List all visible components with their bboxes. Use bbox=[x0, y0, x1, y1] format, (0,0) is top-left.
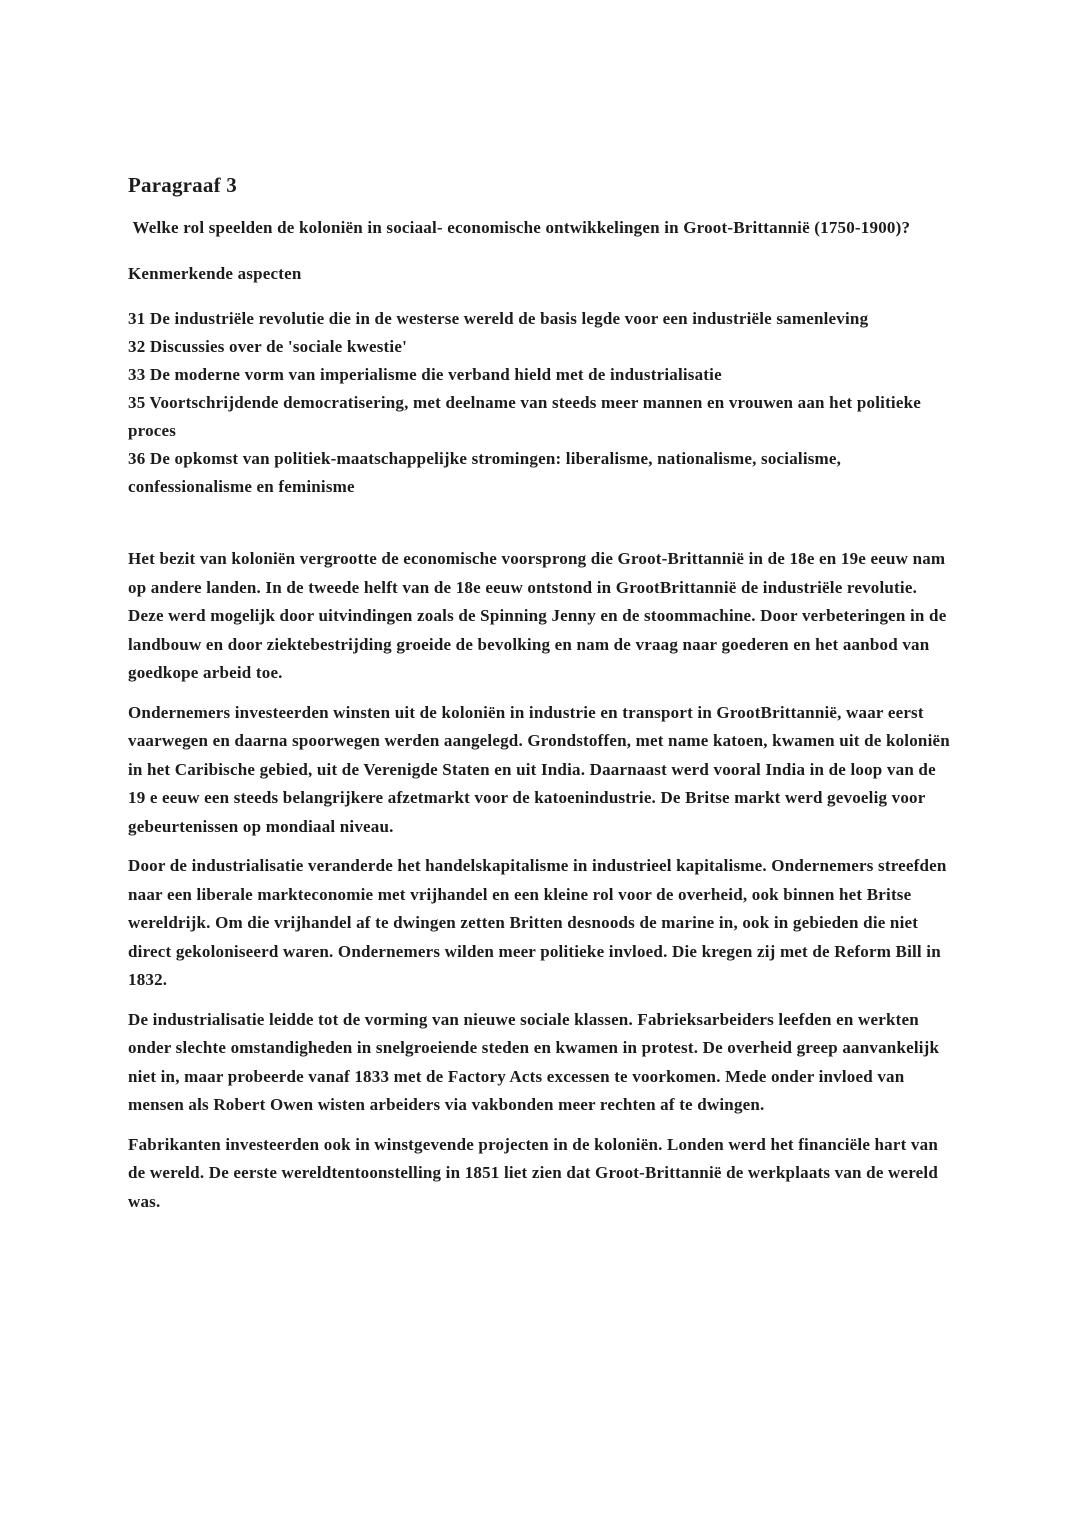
aspect-item-36: 36 De opkomst van politiek-maatschappelijke stromingen: liberalisme, nationalisme, socialisme, confessionalisme en feminisme bbox=[128, 449, 842, 496]
aspects-list bbox=[128, 305, 956, 501]
body-paragraph-3: Door de industrialisatie veranderde het handelskapitalisme in industrieel kapitalisme. Ondernemers streefden naar een liberale markteconomie met vrijhandel en een kleine rol voor de overheid, ook binnen het Britse wereldrijk. Om die vrijhandel af te dwingen zetten Britten desnoods de marine in, ook in gebieden die niet direct gekoloniseerd waren. Ondernemers wilden meer politieke invloed. Die kregen zij met de Reform Bill in 1832. bbox=[128, 856, 947, 989]
aspect-item-35: 35 Voortschrijdende democratisering, met deelname van steeds meer mannen en vrouwen aan het politieke proces bbox=[128, 393, 922, 440]
body-paragraph-4: De industrialisatie leidde tot de vorming van nieuwe sociale klassen. Fabrieksarbeiders leefden en werkten onder slechte omstandigheden in snelgroeiende steden en kwamen in protest. De overheid greep aanvankelijk niet in, maar probeerde vanaf 1833 met de Factory Acts excessen te voorkomen. Mede onder invloed van mensen als Robert Owen wisten arbeiders via vakbonden meer rechten af te dwingen. bbox=[128, 1009, 940, 1114]
aspects-heading: Kenmerkende aspecten bbox=[128, 264, 302, 283]
body-paragraph-1: Het bezit van koloniën vergrootte de economische voorsprong die Groot-Brittannië in de 18e en 19e eeuw nam op andere landen. In de tweede helft van de 18e eeuw ontstond in GrootBrittannië de industriële revolutie. Deze werd mogelijk door uitvindingen zoals de Spinning Jenny en de stoommachine. Door verbeteringen in de landbouw en door ziektebestrijding groeide de bevolking en nam de vraag naar goederen en het aanbod van goedkope arbeid toe. bbox=[128, 549, 947, 682]
document-content bbox=[128, 172, 956, 1216]
chapter-question: Welke rol speelden de koloniën in sociaal- economische ontwikkelingen in Groot-Brittannië (1750-1900)? bbox=[128, 218, 911, 237]
aspect-item-32: 32 Discussies over de 'sociale kwestie' bbox=[128, 337, 407, 356]
aspect-item-31: 31 De industriële revolutie die in de westerse wereld de basis legde voor een industriële samenleving bbox=[128, 309, 869, 328]
aspect-item-33: 33 De moderne vorm van imperialisme die verband hield met de industrialisatie bbox=[128, 365, 722, 384]
body-paragraphs bbox=[128, 545, 956, 1216]
paragraph-title: Paragraaf 3 bbox=[128, 173, 237, 197]
body-paragraph-5: Fabrikanten investeerden ook in winstgevende projecten in de koloniën. Londen werd het financiële hart van de wereld. De eerste wereldtentoonstelling in 1851 liet zien dat Groot-Brittannië de werkplaats van de wereld was. bbox=[128, 1134, 938, 1211]
body-paragraph-2: Ondernemers investeerden winsten uit de koloniën in industrie en transport in GrootBrittannië, waar eerst vaarwegen en daarna spoorwegen werden aangelegd. Grondstoffen, met name katoen, kwamen uit de koloniën in het Caribische gebied, uit de Verenigde Staten en uit India. Daarnaast werd vooral India in de loop van de 19 e eeuw een steeds belangrijkere afzetmarkt voor de katoenindustrie. De Britse markt werd gevoelig voor gebeurtenissen op mondiaal niveau. bbox=[128, 702, 950, 836]
